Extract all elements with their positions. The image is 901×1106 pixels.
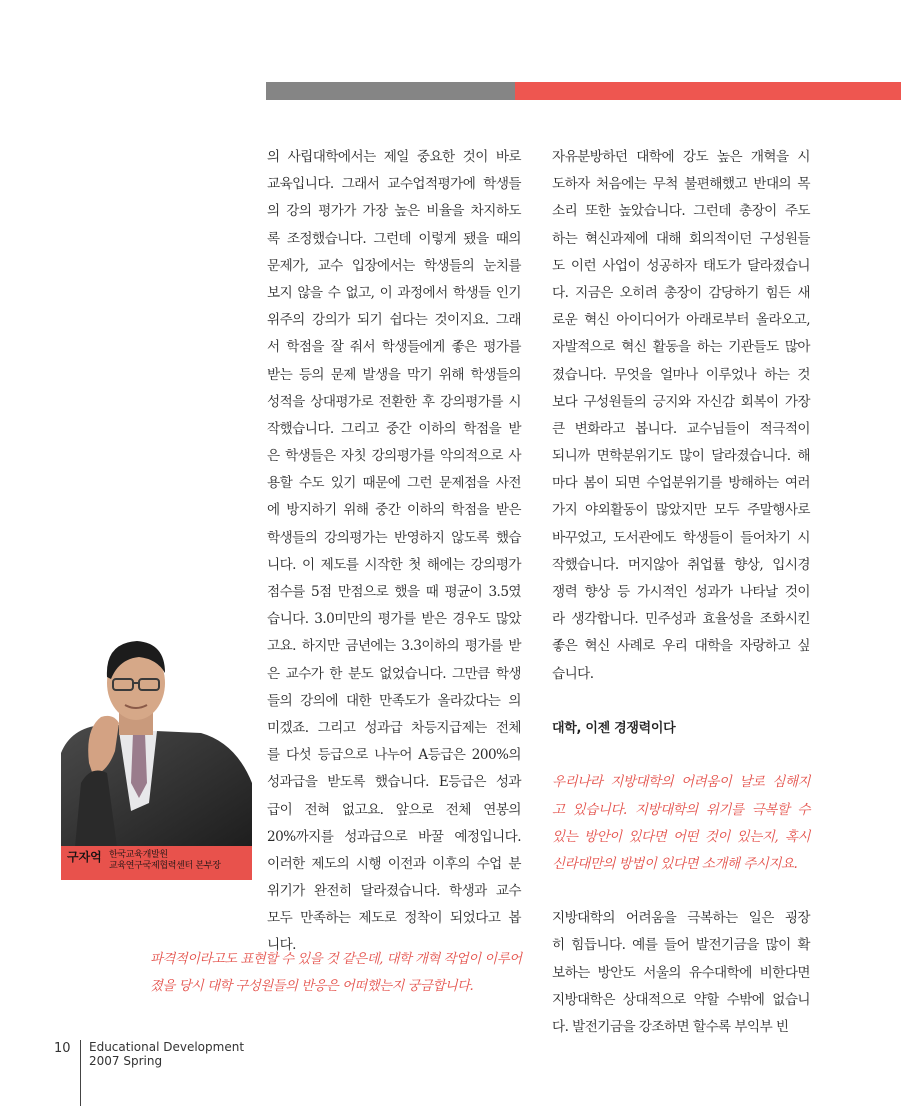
- text-line: 우리나라 지방대학의 어려움이 날로 심해지: [552, 774, 810, 791]
- page-number: 10: [54, 1041, 71, 1056]
- interviewee-photo: [61, 633, 252, 847]
- text-line: 라 생각합니다. 민주성과 효율성을 조화시킨: [552, 611, 810, 628]
- text-line: 보하는 방안도 서울의 유수대학에 비한다면: [552, 964, 810, 981]
- text-line: 은 학생들은 자칫 강의평가를 악의적으로 사: [267, 448, 521, 465]
- footer-divider: [80, 1040, 81, 1106]
- text-line: 마다 봄이 되면 수업분위기를 방해하는 여러: [552, 475, 810, 492]
- text-line: 교육입니다. 그래서 교수업적평가에 학생들: [267, 176, 521, 193]
- text-line: 고요. 하지만 금년에는 3.3이하의 평가를 받: [267, 638, 521, 655]
- text-line: 문제가, 교수 입장에서는 학생들의 눈치를: [267, 257, 521, 274]
- right-answer-block-1: [552, 144, 810, 688]
- text-line: 다. 지금은 오히려 총장이 감당하기 힘든 새: [552, 284, 810, 301]
- header-bar-red: [515, 82, 901, 100]
- text-line: 있는 방안이 있다면 어떤 것이 있는지, 혹시: [552, 828, 810, 845]
- left-text-column: [267, 144, 521, 960]
- text-line: 도하자 처음에는 무척 불편해했고 반대의 목: [552, 176, 810, 193]
- text-line: 니다.: [267, 937, 296, 954]
- magazine-issue: 2007 Spring: [89, 1054, 163, 1068]
- interviewee-name: 구자억: [67, 850, 102, 864]
- section-heading: 대학, 이젠 경쟁력이다: [552, 720, 676, 736]
- text-line: 받는 등의 문제 발생을 막기 위해 학생들의: [267, 366, 521, 383]
- text-line: 미겠죠. 그리고 성과급 차등지급제는 전체: [267, 719, 521, 736]
- text-line: 위기가 완전히 달라졌습니다. 학생과 교수: [267, 883, 521, 900]
- text-line: 고 있습니다. 지방대학의 위기를 극복할 수: [552, 801, 810, 818]
- text-line: 도 이런 사업이 성공하자 태도가 달라졌습니: [552, 257, 810, 274]
- header-bar-gray: [266, 82, 515, 100]
- text-line: 바꾸었고, 도서관에도 학생들이 들어차기 시: [552, 529, 810, 546]
- text-line: 되니까 면학분위기도 많이 달라졌습니다. 해: [552, 448, 810, 465]
- text-line: 하는 혁신과제에 대해 회의적이던 구성원들: [552, 230, 810, 247]
- left-question: [150, 946, 520, 1000]
- text-line: 의 사립대학에서는 제일 중요한 것이 바로: [267, 149, 521, 165]
- right-answer-block-2: [552, 905, 810, 1041]
- text-line: 이러한 제도의 시행 이전과 이후의 수업 분: [267, 855, 521, 872]
- text-line: 은 교수가 한 분도 없었습니다. 그만큼 학생: [267, 665, 521, 682]
- text-line: 점수를 5점 만점으로 했을 때 평균이 3.5였: [267, 584, 521, 600]
- text-line: 자발적으로 혁신 활동을 하는 기관들도 많아: [552, 339, 810, 356]
- text-line: 큰 변화라고 봅니다. 교수님들이 적극적이: [552, 420, 810, 437]
- text-line: 쟁력 향상 등 가시적인 성과가 나타날 것이: [552, 584, 810, 600]
- text-line: 를 다섯 등급으로 나누어 A등급은 200%의: [267, 747, 521, 764]
- text-line: 신라대만의 방법이 있다면 소개해 주시지요.: [552, 855, 798, 872]
- text-line: 들의 강의에 대한 만족도가 올라갔다는 의: [267, 692, 521, 709]
- text-line: 보지 않을 수 없고, 이 과정에서 학생들 인기: [267, 284, 521, 301]
- text-line: 지방대학의 어려움을 극복하는 일은 굉장: [552, 910, 810, 927]
- right-question: [552, 769, 810, 878]
- text-line: 졌습니다. 무엇을 얼마나 이루었나 하는 것: [552, 366, 810, 383]
- text-line: 다. 발전기금을 강조하면 할수록 부익부 빈: [552, 1019, 789, 1035]
- right-text-column: [552, 144, 810, 1041]
- text-line: 학생들의 강의평가는 반영하지 않도록 했습: [267, 529, 521, 546]
- interviewee-affiliation: 한국교육개발원 교육연구국제협력센터 본부장: [109, 850, 221, 871]
- text-line: 습니다.: [552, 665, 594, 682]
- text-line: 서 학점을 잘 줘서 학생들에게 좋은 평가를: [267, 339, 521, 356]
- text-line: 성과급을 받도록 했습니다. E등급은 성과: [267, 774, 521, 791]
- text-line: 가지 야외활동이 많았지만 모두 주말행사로: [552, 502, 810, 519]
- text-line: 니다. 이 제도를 시작한 첫 해에는 강의평가: [267, 556, 521, 573]
- text-line: 급이 전혀 없고요. 앞으로 전체 연봉의: [267, 801, 521, 818]
- publication-title: [89, 1040, 244, 1068]
- text-line: 보다 구성원들의 긍지와 자신감 회복이 가장: [552, 393, 810, 410]
- text-line: 작했습니다. 머지않아 취업률 향상, 입시경: [552, 556, 810, 573]
- text-line: 졌을 당시 대학 구성원들의 반응은 어떠했는지 궁금합니다.: [150, 979, 474, 995]
- magazine-name: Educational Development: [89, 1040, 245, 1054]
- text-line: 록 조정했습니다. 그런데 이렇게 됐을 때의: [267, 230, 521, 247]
- text-line: 로운 혁신 아이디어가 아래로부터 올라오고,: [552, 312, 810, 329]
- text-line: 좋은 혁신 사례로 우리 대학을 자랑하고 싶: [552, 638, 810, 655]
- text-line: 작했습니다. 그리고 중간 이하의 학점을 받: [267, 420, 521, 437]
- text-line: 자유분방하던 대학에 강도 높은 개혁을 시: [552, 149, 810, 165]
- photo-caption: [61, 846, 252, 880]
- text-line: 위주의 강의가 되기 쉽다는 것이지요. 그래: [267, 312, 521, 329]
- text-line: 히 힘듭니다. 예를 들어 발전기금을 많이 확: [552, 937, 810, 954]
- text-line: 20%까지를 성과급으로 바꿀 예정입니다.: [267, 828, 521, 845]
- text-line: 에 방지하기 위해 중간 이하의 학점을 받은: [267, 502, 521, 519]
- text-line: 소리 또한 높았습니다. 그런데 총장이 주도: [552, 203, 810, 220]
- text-line: 성적을 상대평가로 전환한 후 강의평가를 시: [267, 393, 521, 410]
- text-line: 모두 만족하는 제도로 정착이 되었다고 봅: [267, 910, 521, 927]
- text-line: 의 강의 평가가 가장 높은 비율을 차지하도: [267, 203, 521, 220]
- text-line: 파격적이라고도 표현할 수 있을 것 같은데, 대학 개혁 작업이 이루어: [150, 952, 522, 967]
- text-line: 습니다. 3.0미만의 평가를 받은 경우도 많았: [267, 611, 521, 628]
- text-line: 용할 수도 있기 때문에 그런 문제점을 사전: [267, 475, 521, 492]
- text-line: 지방대학은 상대적으로 약할 수밖에 없습니: [552, 991, 810, 1008]
